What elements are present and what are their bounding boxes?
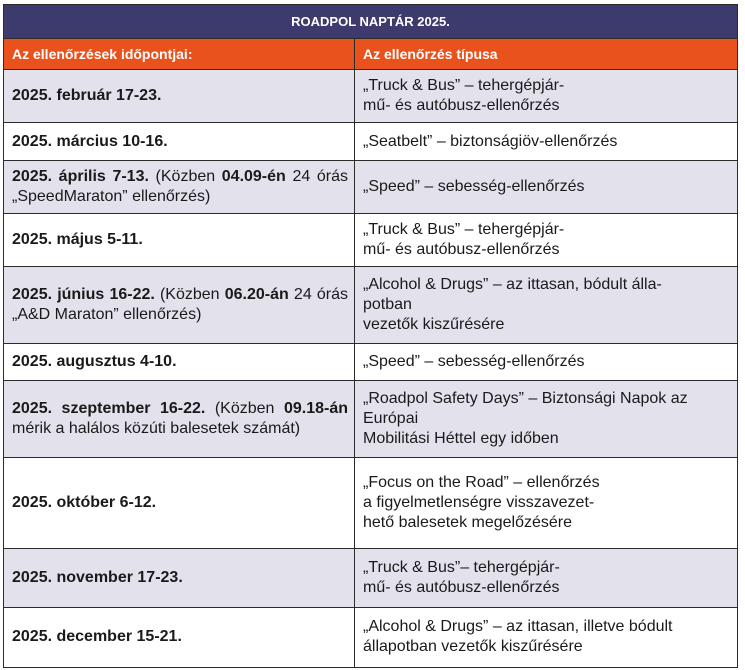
date-cell bbox=[4, 70, 355, 123]
date-cell bbox=[4, 457, 355, 548]
table-row bbox=[4, 344, 738, 381]
date-bold-text: 2025. február 17-23. bbox=[12, 87, 162, 105]
check-type-cell bbox=[355, 548, 738, 607]
date-bold-text: 2025. június 16-22. bbox=[12, 286, 155, 304]
check-type-line: mű- és autóbusz-ellenőrzés bbox=[363, 578, 560, 596]
check-type-line: „Speed” – sebesség-ellenőrzés bbox=[363, 178, 585, 196]
date-note-text: 24 órás „A&D Maraton” ellenőrzés) bbox=[12, 286, 349, 324]
table-title: ROADPOL NAPTÁR 2025. bbox=[4, 5, 738, 39]
check-type-cell bbox=[355, 160, 738, 213]
table-row bbox=[4, 267, 738, 344]
date-bold-text: 2025. november 17-23. bbox=[12, 568, 183, 586]
check-type-line: Európai bbox=[363, 409, 419, 427]
table-row bbox=[4, 123, 738, 161]
calendar-table bbox=[3, 4, 738, 668]
check-type-cell bbox=[355, 70, 738, 123]
check-type-line: „Focus on the Road” – ellenőrzés bbox=[363, 473, 600, 491]
date-bold-text: 2025. december 15-21. bbox=[12, 628, 182, 646]
date-cell bbox=[4, 160, 355, 213]
check-type-line: Mobilitási Héttel egy időben bbox=[363, 429, 559, 447]
title-row bbox=[4, 5, 738, 39]
date-cell bbox=[4, 214, 355, 267]
date-bold-text: 2025. október 6-12. bbox=[12, 493, 157, 511]
header-row bbox=[4, 39, 738, 70]
table-row bbox=[4, 70, 738, 123]
check-type-line: „Alcohol & Drugs” – az ittasan, illetve bódult bbox=[363, 618, 673, 636]
check-type-line: „Alcohol & Drugs” – az ittasan, bódult álla- bbox=[363, 276, 662, 294]
check-type-line: a figyelmetlenségre visszavezet- bbox=[363, 493, 595, 511]
check-type-cell bbox=[355, 607, 738, 667]
date-note-text: 24 órás „SpeedMaraton” ellenőrzés) bbox=[12, 168, 348, 206]
table-row bbox=[4, 457, 738, 548]
date-bold-text: 06.20-án bbox=[224, 286, 289, 304]
check-type-line: mű- és autóbusz-ellenőrzés bbox=[363, 97, 560, 115]
table-row bbox=[4, 214, 738, 267]
check-type-cell bbox=[355, 267, 738, 344]
table-row bbox=[4, 160, 738, 213]
date-cell bbox=[4, 607, 355, 667]
check-type-line: vezetők kiszűrésére bbox=[363, 316, 505, 334]
date-bold-text: 04.09-én bbox=[221, 168, 286, 186]
date-note-text: mérik a halálos közúti balesetek számát) bbox=[12, 419, 301, 437]
table-row bbox=[4, 380, 738, 457]
date-note-text: (Közben bbox=[154, 286, 225, 304]
dates-column-header: Az ellenőrzések időpontjai: bbox=[4, 39, 355, 70]
check-type-line: mű- és autóbusz-ellenőrzés bbox=[363, 241, 560, 259]
date-bold-text: 2025. március 10-16. bbox=[12, 132, 168, 150]
date-bold-text: 09.18-án bbox=[283, 399, 348, 417]
table-row bbox=[4, 607, 738, 667]
types-column-header: Az ellenőrzés típusa bbox=[355, 39, 738, 70]
date-cell bbox=[4, 123, 355, 161]
check-type-line: állapotban vezetők kiszűrésére bbox=[363, 638, 583, 656]
check-type-line: „Seatbelt” – biztonságiöv-ellenőrzés bbox=[363, 132, 618, 150]
check-type-line: potban bbox=[363, 296, 412, 314]
date-cell bbox=[4, 267, 355, 344]
check-type-line: „Truck & Bus” – tehergépjár- bbox=[363, 77, 565, 95]
table-row bbox=[4, 548, 738, 607]
date-bold-text: 2025. augusztus 4-10. bbox=[12, 352, 177, 370]
check-type-line: hető balesetek megelőzésére bbox=[363, 513, 573, 531]
check-type-cell bbox=[355, 457, 738, 548]
check-type-cell bbox=[355, 123, 738, 161]
check-type-line: „Roadpol Safety Days” – Biztonsági Napok az bbox=[363, 389, 688, 407]
date-cell bbox=[4, 344, 355, 381]
date-bold-text: 2025. május 5-11. bbox=[12, 231, 143, 249]
check-type-line: „Speed” – sebesség-ellenőrzés bbox=[363, 352, 585, 370]
date-cell bbox=[4, 548, 355, 607]
date-cell bbox=[4, 380, 355, 457]
check-type-line: „Truck & Bus”– tehergépjár- bbox=[363, 558, 560, 576]
date-bold-text: 2025. szeptember 16-22. bbox=[12, 399, 206, 417]
check-type-cell bbox=[355, 380, 738, 457]
date-bold-text: 2025. április 7-13. bbox=[12, 168, 149, 186]
check-type-line: „Truck & Bus” – tehergépjár- bbox=[363, 221, 565, 239]
table-body bbox=[4, 70, 738, 668]
date-note-text: (Közben bbox=[205, 399, 284, 417]
date-note-text: (Közben bbox=[148, 168, 222, 186]
check-type-cell bbox=[355, 344, 738, 381]
check-type-cell bbox=[355, 214, 738, 267]
